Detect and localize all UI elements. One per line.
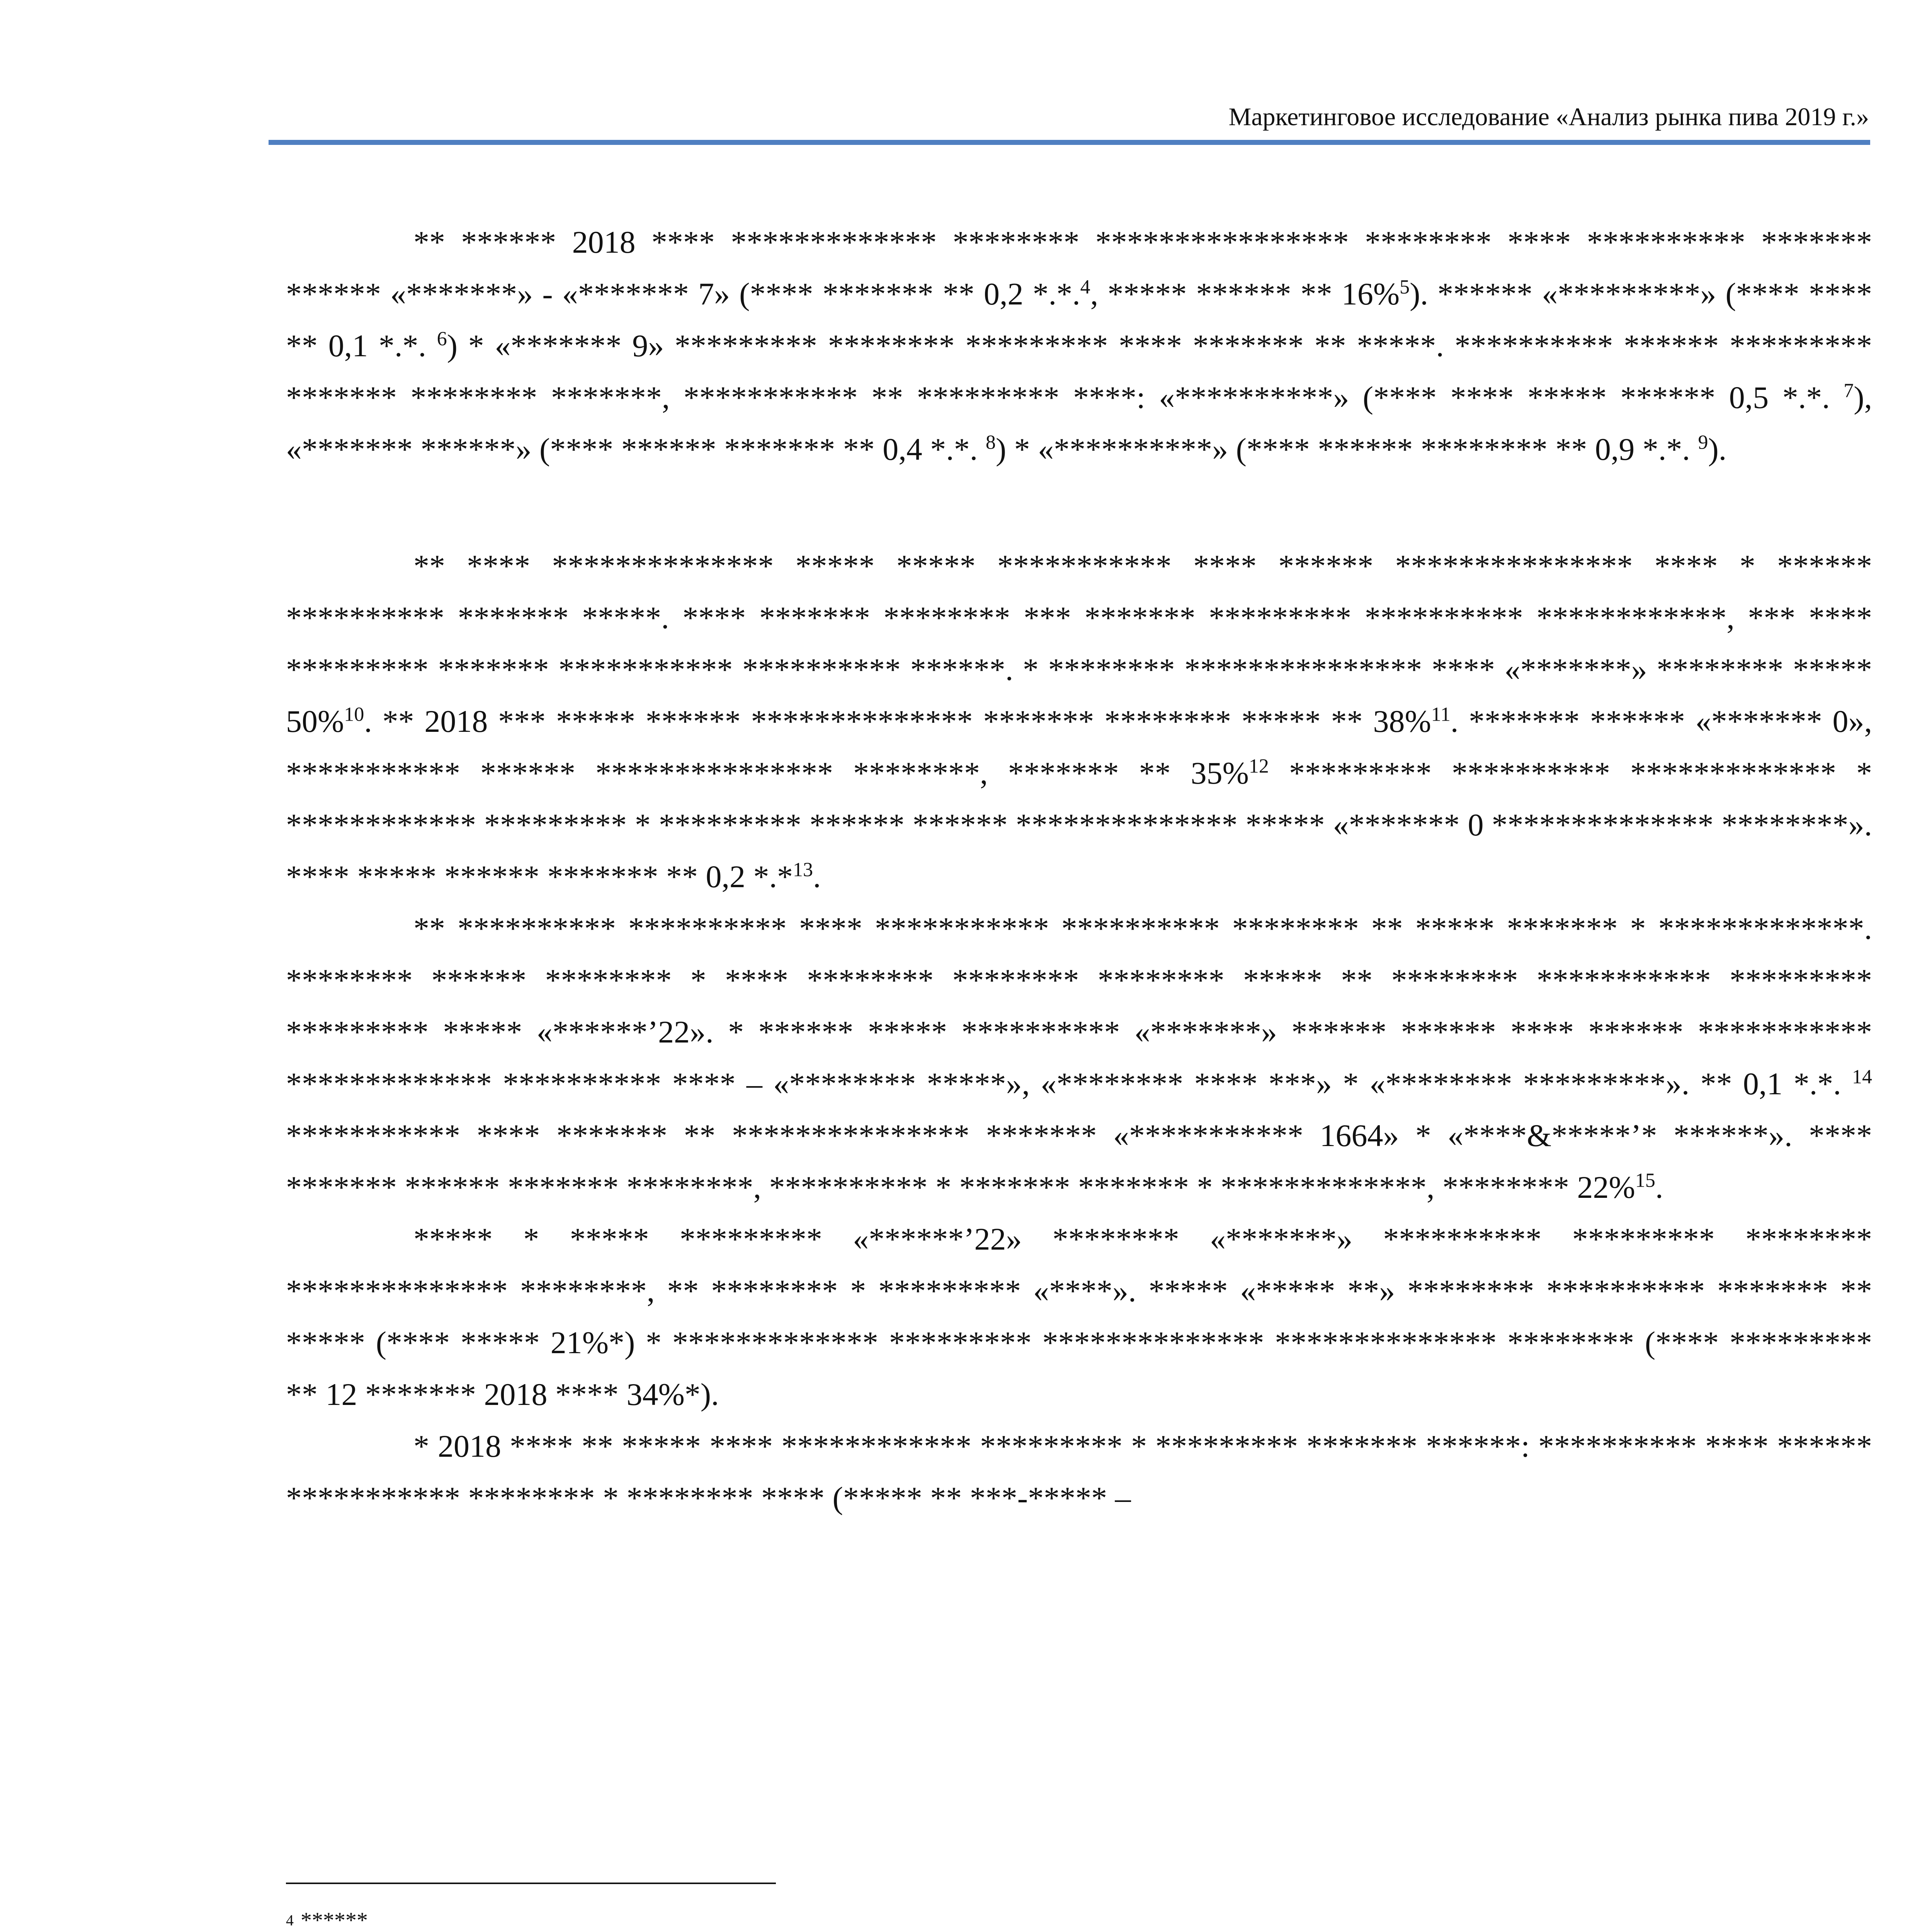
footnote-separator bbox=[286, 1883, 776, 1884]
body-text bbox=[286, 216, 1872, 1524]
paragraph-text: , ***** ****** ** 16% bbox=[1090, 276, 1400, 311]
footnote-reference: 9 bbox=[1698, 431, 1708, 454]
paragraph-text: *********** **** ******* ** *************** ******* «*********** 1664» * «****&*****’* ******». **** ******* ****** ******* ********, ********** * ******* ******* * *************, ******** 22% bbox=[286, 1118, 1872, 1205]
footnote-reference: 6 bbox=[437, 328, 447, 350]
footnote-reference: 8 bbox=[985, 431, 996, 454]
paragraph-text: ********* ********** ************* * ************ ********* * ********* ****** ****** ************** ***** «******* 0 ************** ********». **** ***** ****** ******* ** 0,2 *.* bbox=[286, 755, 1872, 894]
body-paragraph bbox=[286, 1420, 1872, 1524]
footnotes-list bbox=[286, 1903, 376, 1932]
footnote-reference: 15 bbox=[1635, 1169, 1655, 1192]
paragraph-text: ** **** ************** ***** ***** *********** **** ****** *************** **** * ****** ********** ******* *****. **** ******* ******** *** ******* ********* ********** ************, *** **** ********* ******* *********** ********** ******. * ******** *************** **** «*******» ******** ***** 50% bbox=[286, 548, 1872, 739]
footnote-reference: 5 bbox=[1400, 276, 1410, 298]
body-paragraph bbox=[286, 903, 1872, 1213]
paragraph-text: * 2018 **** ** ***** **** ************ ********* * ********* ******* ******: ********** **** ****** *********** ******** * ******** **** (***** ** ***-***** – bbox=[286, 1429, 1872, 1515]
footnote-reference: 14 bbox=[1852, 1066, 1872, 1088]
footnote-reference: 11 bbox=[1431, 703, 1451, 726]
footnote-reference: 13 bbox=[793, 859, 813, 881]
paragraph-text: . bbox=[813, 859, 821, 894]
body-paragraph bbox=[286, 540, 1872, 903]
running-header-title: Маркетинговое исследование «Анализ рынка пива 2019 г.» bbox=[1228, 103, 1869, 131]
header-rule bbox=[269, 140, 1870, 145]
footnote-reference: 7 bbox=[1844, 379, 1854, 402]
footnote-reference: 4 bbox=[1080, 276, 1090, 298]
paragraph-text: ** ********** ********** **** *********** ********** ******** ** ***** ******* * *************. ******** ****** ******** * **** ******** ******** ******** ***** ** ******** *********** ********* ********* ***** «******’22». * ****** ***** ********** «*******» ****** ****** **** ****** *********** ************* ********** **** – «******** *****», «******** **** ***» * «******** *********». ** 0,1 *.*. bbox=[286, 911, 1872, 1101]
body-paragraph bbox=[286, 216, 1872, 475]
paragraph-text: ). bbox=[1708, 432, 1727, 467]
paragraph-text: ***** * ***** ********* «******’22» ******** «*******» ********** ********* ******** ************** ********, ** ******** * ********* «****». ***** «***** **» ******** ********** ******* ** ***** (**** ***** 21%*) * ************* ********* ************** ************** ******** (**** ********* ** 12 ******* 2018 **** 34%*). bbox=[286, 1221, 1872, 1412]
footnote-text: ****** bbox=[301, 1908, 368, 1932]
paragraph-text: . bbox=[1655, 1170, 1663, 1205]
paragraph-text: ) * «******* 9» ********* ******** ********* **** ******* ** *****. ********** ****** ********* ******* ******** *******, *********** ** ********* ****: «**********» (**** **** ***** ****** 0,5 *.*. bbox=[286, 328, 1872, 415]
paragraph-text: ** ****** 2018 **** ************* ******** **************** ******** **** ********** ******* ****** «*******» - «******* 7» (**** ******* ** 0,2 *.*. bbox=[286, 224, 1872, 311]
footnote-reference: 12 bbox=[1248, 755, 1269, 777]
paragraph-text: . ******* ****** «******* 0», *********** ****** *************** ********, ******* ** 35% bbox=[286, 704, 1872, 791]
paragraph-text: ) * «**********» (**** ****** ******** ** 0,9 *.*. bbox=[995, 432, 1698, 467]
footnote bbox=[286, 1903, 376, 1932]
footnote-reference: 10 bbox=[344, 703, 364, 726]
body-paragraph bbox=[286, 1213, 1872, 1420]
footnote-number: 4 bbox=[286, 1912, 294, 1929]
paragraph-text: ). ****** «*********» (**** **** ** 0,1 *.*. bbox=[286, 276, 1872, 363]
paragraph-text: ), «******* ******» (**** ****** ******* ** 0,4 *.*. bbox=[286, 380, 1872, 467]
paragraph-text: . ** 2018 *** ***** ****** ************** ******* ******** ***** ** 38% bbox=[364, 704, 1431, 739]
